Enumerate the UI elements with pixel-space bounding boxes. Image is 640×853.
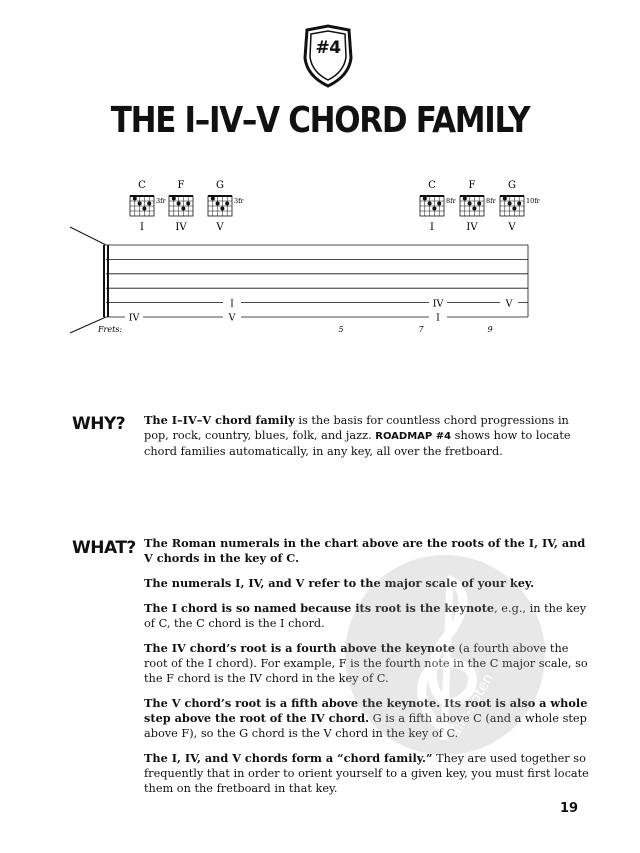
fret-position: 8fr <box>446 197 456 205</box>
what-p6 <box>144 751 592 796</box>
what-text <box>144 536 592 806</box>
what-p1: The Roman numerals in the chart above are the roots of the I, IV, and V chords in the key of C. <box>144 536 586 565</box>
what-p4-bold: The IV chord’s root is a fourth above the keynote <box>144 641 456 655</box>
chord-numeral: I <box>140 222 144 233</box>
what-p5-bold: The V chord’s root is a fifth above the keynote. Its root is also a whole step above the root of the IV chord. <box>144 696 588 725</box>
why-text-b: shows how to locate chord families automatically, in any key, all over the fretboard. <box>144 429 571 458</box>
chord-name: C <box>428 180 436 191</box>
chord-box-1 <box>169 180 193 233</box>
fret-number: 5 <box>338 325 344 334</box>
what-p4-rest: (a fourth above the root of the I chord). For example, F is the fourth note in the C major scale, so the F chord is the IV chord in the key of C. <box>144 642 588 685</box>
frets-label: Frets: <box>98 325 123 334</box>
why-label: WHY? <box>72 414 126 434</box>
root-marker: IV <box>128 312 140 324</box>
fret-position: 8fr <box>486 197 496 205</box>
what-p6-bold: The I, IV, and V chords form a “chord family.” <box>144 751 433 765</box>
fretboard-diagram <box>0 170 640 340</box>
chord-numeral: IV <box>175 222 187 233</box>
root-markers <box>125 297 518 324</box>
chord-box-3 <box>420 180 457 233</box>
root-marker: I <box>436 312 440 324</box>
roadmap-ref: ROADMAP #4 <box>375 431 452 442</box>
root-marker: V <box>505 298 513 310</box>
chord-box-4 <box>460 180 497 233</box>
fret-number: 9 <box>487 325 493 334</box>
fret-position: 3fr <box>156 197 166 205</box>
what-p5 <box>144 696 592 741</box>
chord-numeral: I <box>430 222 434 233</box>
chord-name: F <box>177 180 185 191</box>
what-p4 <box>144 641 592 686</box>
page-title: THE I–IV–V CHORD FAMILY <box>110 100 530 141</box>
fret-numbers <box>338 325 492 334</box>
why-text-a: is the basis for countless chord progressions in pop, rock, country, blues, folk, and jazz. <box>144 414 569 442</box>
what-p3 <box>144 601 592 631</box>
fret-position: 3fr <box>234 197 244 205</box>
root-marker: I <box>230 298 234 310</box>
badge-number: #4 <box>315 38 341 58</box>
chord-name: G <box>508 180 516 191</box>
chord-name: G <box>216 180 224 191</box>
why-text <box>144 413 592 469</box>
chord-box-0 <box>130 180 167 233</box>
root-marker: V <box>228 312 236 324</box>
chord-numeral: V <box>508 222 516 233</box>
what-p3-bold: The I chord is so named because its root is the keynote <box>144 601 495 615</box>
watermark-text: alle-noten <box>447 670 497 740</box>
chord-name: F <box>468 180 476 191</box>
root-marker: IV <box>432 298 444 310</box>
what-p5-rest: G is a fifth above C (and a whole step above F), so the G chord is the V chord in the key of C. <box>144 712 587 740</box>
fret-position: 10fr <box>526 197 540 205</box>
what-label: WHAT? <box>72 538 136 558</box>
chord-numeral: V <box>216 222 224 233</box>
fret-number: 7 <box>418 325 424 334</box>
what-p6-rest: They are used together so frequently that in order to orient yourself to a given key, you must first locate them on the fretboard in that key. <box>144 752 589 795</box>
what-p3-rest: , e.g., in the key of C, the C chord is the I chord. <box>144 602 587 630</box>
chord-box-2 <box>208 180 245 233</box>
page-number: 19 <box>560 801 579 816</box>
why-bold: The I–IV–V chord family <box>144 413 295 427</box>
chord-numeral: IV <box>466 222 478 233</box>
chord-boxes <box>130 180 541 233</box>
chord-name: C <box>138 180 146 191</box>
what-p2: The numerals I, IV, and V refer to the major scale of your key. <box>144 576 535 590</box>
chord-box-5 <box>500 180 541 233</box>
